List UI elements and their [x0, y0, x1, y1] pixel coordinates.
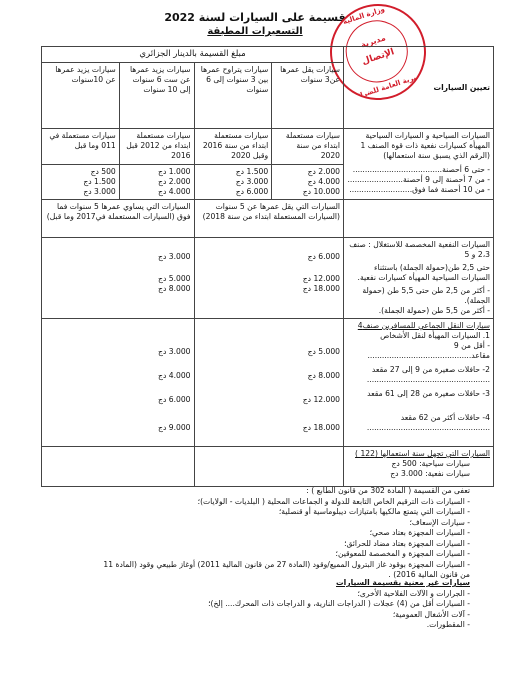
exemptions-intro: تعفى من القسيمة ( المادة 302 من قانون الطابع ) :: [306, 486, 470, 495]
list-item: - السيارات ذات الترقيم الخاص التابعة للدولة و الجماعات المحلية ( البلديات - الولايات)؛: [197, 496, 470, 506]
list-item: من قانون المالية 2016) .: [388, 570, 470, 579]
not-subject-title: سيارات غير معنية بقسيمة السيارات: [336, 578, 470, 587]
utility-new-values: 6.000 دج 12.000 دج 18.000 دج: [194, 238, 344, 319]
tourism-values-2: 1.500 دج 3.000 دج 6.000 دج: [194, 165, 272, 200]
official-stamp: وزارة المالية مديرية الإتصال المديرية العامة للضرائب: [318, 0, 439, 112]
tariff-table: [41, 46, 494, 487]
list-item: - الجرارات و الآلات الفلاحية الأخرى؛: [357, 588, 470, 598]
old-header-1: السيارات التي يقل عمرها عن 5 سنوات (السيارات المستعملة ابتداء من سنة 2018): [194, 200, 344, 238]
period-header-1: سيارات مستعملة ابتداء من سنة 2020: [272, 129, 344, 165]
tourism-values-1: 2.000 دج 4.000 دج 10.000 دج: [272, 165, 344, 200]
designation-header: تعيين السيارات: [344, 47, 494, 129]
age-header-1: سيارات يقل عمرها عن3 سنوات: [272, 63, 344, 129]
exemptions-section: [30, 486, 470, 581]
transport-old-values: 3.000 دج 4.000 دج 6.000 دج 9.000 دج: [42, 319, 195, 447]
list-item: - السيارات أقل من (4) عجلات ( الدراجات النارية، و الدراجات ذات المحرك.... إلخ)؛: [208, 599, 470, 608]
age-header-4: سيارات يزيد عمرها عن 10سنوات: [42, 63, 120, 129]
document-title: قسيمة على السيارات لسنة 2022: [164, 11, 346, 24]
special-empty-2: [42, 447, 195, 487]
utility-old-values: 3.000 دج 5.000 دج 8.000 دج: [42, 238, 195, 319]
period-header-2: سيارات مستعملة ابتداء من سنة 2016 وقبل 2020: [194, 129, 272, 165]
list-item: - السيارات المجهزة بوقود غاز البترول المميع/وقود (المادة 27 من قانون المالية 2011) أوغاز طبيعي وقود (المادة 11: [103, 559, 470, 569]
list-item: - السيارات المجهزة بعتاد مضاد للحرائق؛: [344, 538, 470, 548]
tourism-values-4: 500 دج 1.500 دج 3.000 دج: [42, 165, 120, 200]
list-item: - السيارات المجهزة و المخصصة للمعوقين؛: [335, 549, 470, 558]
transport-cell: سيارات النقل الجماعي للمسافرين صنف4 1. السيارات المهيأة لنقل الأشخاص - أقل من 9 مقاعد........................................... 2- حافلات صغيرة من 9 إلى 27 مقعد ................................................... 3- حافلات صغيرة من 28 إلى 61 مقعد 4- حافلات أكثر من 62 مقعد ...................................................: [344, 319, 494, 447]
amount-header: مبلغ القسيمة بالدينار الجزائري: [42, 47, 344, 63]
list-item: - آلات الأشغال العمومية؛: [392, 609, 470, 619]
age-header-2: سيارات يتراوح عمرها بين 3 سنوات إلى 6 سنوات: [194, 63, 272, 129]
list-item: - السيارات المجهزة بعتاد صحي؛: [369, 528, 470, 537]
transport-new-values: 5.000 دج 8.000 دج 12.000 دج 18.000 دج: [194, 319, 344, 447]
list-item: - المقطورات.: [426, 620, 470, 629]
special-empty-1: [194, 447, 344, 487]
age-header-3: سيارات يزيد عمرها عن ست 6 سنوات إلى 10 سنوات: [119, 63, 194, 129]
special-cell: السيارات التي تجهل سنة استعمالها (122 ) سيارات سياحية: 500 دج سيارات نفعية: 3.000 دج: [344, 447, 494, 487]
blank-cell: [344, 200, 494, 238]
period-header-4: سيارات مستعملة في 011 وما قبل: [42, 129, 120, 165]
tourism-values-3: 1.000 دج 2.000 دج 4.000 دج: [119, 165, 194, 200]
not-subject-section: [30, 578, 470, 631]
tourism-cell: السيارات السياحية و السيارات السياحية المهيأة كسيارات نفعية ذات قوة الصنف 1 (الرقم الذي يسبق سنة استعمالها) - حتى 6 أحصنة..................................... - من 7 أحصنة إلى 9 أحصنة....................... - من 10 أحصنة فما فوق..........................: [344, 129, 494, 200]
utility-cell: السيارات النفعية المخصصة للاستغلال : صنف 2،3 و 5 حتى 2,5 طن(حمولة الجملة) باستثناء السيارات السياحية المهيأة كسيارات نفعية. - أكثر من 2,5 طن حتى 5,5 طن (حمولة الجملة). - أكثر من 5,5 طن (حمولة الجملة).: [344, 238, 494, 319]
period-header-3: سيارات مستعملة ابتداء من 2012 قبل 2016: [119, 129, 194, 165]
old-header-2: السيارات التي يساوي عمرها 5 سنوات فما فوق (السيارات المستعملة في2017 وما قبل): [42, 200, 195, 238]
document-subtitle: التسعيرات المطبقة: [207, 26, 303, 37]
list-item: - سيارات الإسعاف؛: [409, 517, 470, 527]
list-item: - السيارات التي يتمتع مالكيها بامتيازات ديبلوماسية أو قنصلية؛: [278, 507, 470, 516]
